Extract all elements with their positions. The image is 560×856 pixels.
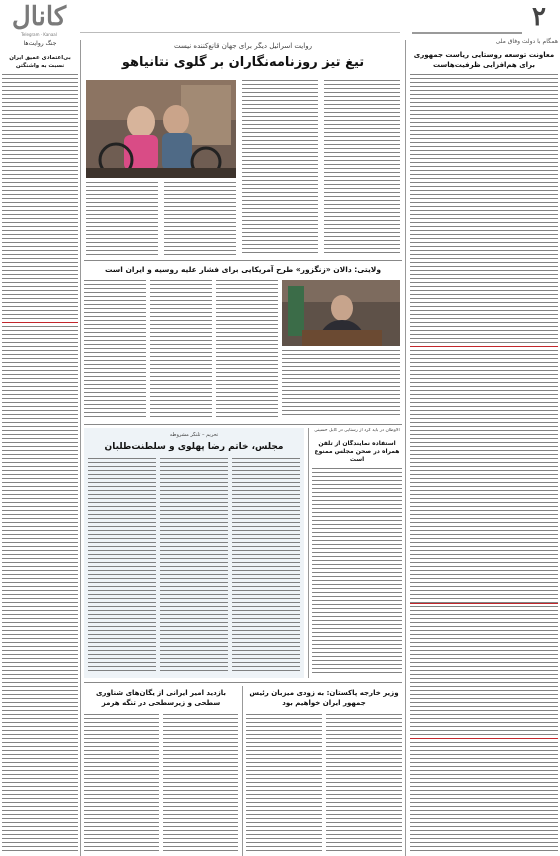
lead-photo-caption-col xyxy=(86,182,158,256)
lead-story xyxy=(84,38,402,258)
official-portrait-illustration xyxy=(282,280,400,346)
pakistan-story xyxy=(246,686,402,856)
pahlavi-story xyxy=(84,428,304,678)
right-column xyxy=(410,38,558,856)
lead-body-col-2 xyxy=(242,80,318,256)
lead-kicker: روایت اسرائیل دیگر برای جهان قانع‌کننده نیست xyxy=(174,42,312,50)
velayati-body-col-3 xyxy=(216,280,278,418)
page-number: ۲ xyxy=(532,2,546,32)
children-photo-illustration xyxy=(86,80,236,178)
left-column-headline: بی‌اعتمادی عمیق ایران نسبت به واشنگتن xyxy=(9,55,71,69)
hormuz-headline: بازدید امیر ایرانی از یگان‌های شناوری سطحی و زیرسطحی در تنگه هرمز xyxy=(96,689,226,707)
velayati-body-col-2 xyxy=(150,280,212,418)
phone-ban-divider xyxy=(308,428,309,678)
logo xyxy=(4,2,74,40)
logo-subtitle: Telegram · Kanaal xyxy=(21,32,57,37)
right-highlight-3 xyxy=(410,738,558,739)
right-highlight-1 xyxy=(410,346,558,347)
velayati-photo xyxy=(282,280,400,346)
lead-headline: تیغ تیز روزنامه‌نگاران بر گلوی نتانیاهو xyxy=(121,55,365,70)
pakistan-headline: وزیر خارجه پاکستان: به زودی میزبان رئیس جمهور ایران خواهیم بود xyxy=(249,689,399,707)
pahlavi-body-col-2 xyxy=(160,458,228,674)
pahlavi-headline: مجلس، خاتم رضا پهلوی و سلطنت‌طلبان xyxy=(104,442,284,452)
mid-bottom-rule xyxy=(84,682,402,683)
masthead-rule-right xyxy=(412,32,522,34)
hormuz-story xyxy=(84,686,238,856)
phone-ban-story xyxy=(312,428,402,678)
pakistan-divider xyxy=(242,686,243,856)
phone-ban-body xyxy=(312,468,402,676)
velayati-story xyxy=(84,262,402,420)
hormuz-body-col-2 xyxy=(163,714,238,854)
right-section-title: همگام با دولت وفاق ملی xyxy=(495,38,558,45)
phone-ban-kicker: الاوطان در باید کرد از رستایی در کابل حسینی xyxy=(314,428,400,433)
section-label-left: جنگ روایت‌ها xyxy=(23,40,57,47)
velayati-caption xyxy=(282,350,400,418)
masthead-rule-left xyxy=(80,32,400,33)
logo-text: کانال xyxy=(11,2,67,32)
lead-photo xyxy=(86,80,236,178)
lead-body-col-1 xyxy=(164,182,236,256)
left-column-divider xyxy=(80,40,81,856)
lead-bottom-rule xyxy=(84,260,402,261)
phone-ban-headline: استفاده نمایندگان از تلفن همراه در صحن مجلس ممنوع است xyxy=(314,440,400,463)
velayati-headline: ولایتی: دالان «زنگزور» طرح آمریکایی برای فشار علیه روسیه و ایران است xyxy=(104,265,382,274)
left-column xyxy=(2,50,78,856)
pahlavi-kicker: تحریم – تلنگر مشروطه xyxy=(169,432,219,438)
pahlavi-body-col-1 xyxy=(88,458,156,674)
right-column-headline: معاونت توسعه روستایی ریاست جمهوری برای هم‌افزایی ظرفیت‌هاست xyxy=(413,51,555,69)
pakistan-body-col-1 xyxy=(246,714,322,854)
right-highlight-2 xyxy=(410,603,558,604)
velayati-bottom-rule xyxy=(84,424,402,425)
velayati-body-col-1 xyxy=(84,280,146,418)
left-highlight xyxy=(2,322,78,323)
pakistan-body-col-2 xyxy=(326,714,402,854)
right-column-divider xyxy=(405,40,406,856)
hormuz-body-col-1 xyxy=(84,714,159,854)
pahlavi-body-col-3 xyxy=(232,458,300,674)
lead-body-col-3 xyxy=(324,80,400,256)
right-column-body xyxy=(410,74,558,854)
left-column-body xyxy=(2,74,78,854)
